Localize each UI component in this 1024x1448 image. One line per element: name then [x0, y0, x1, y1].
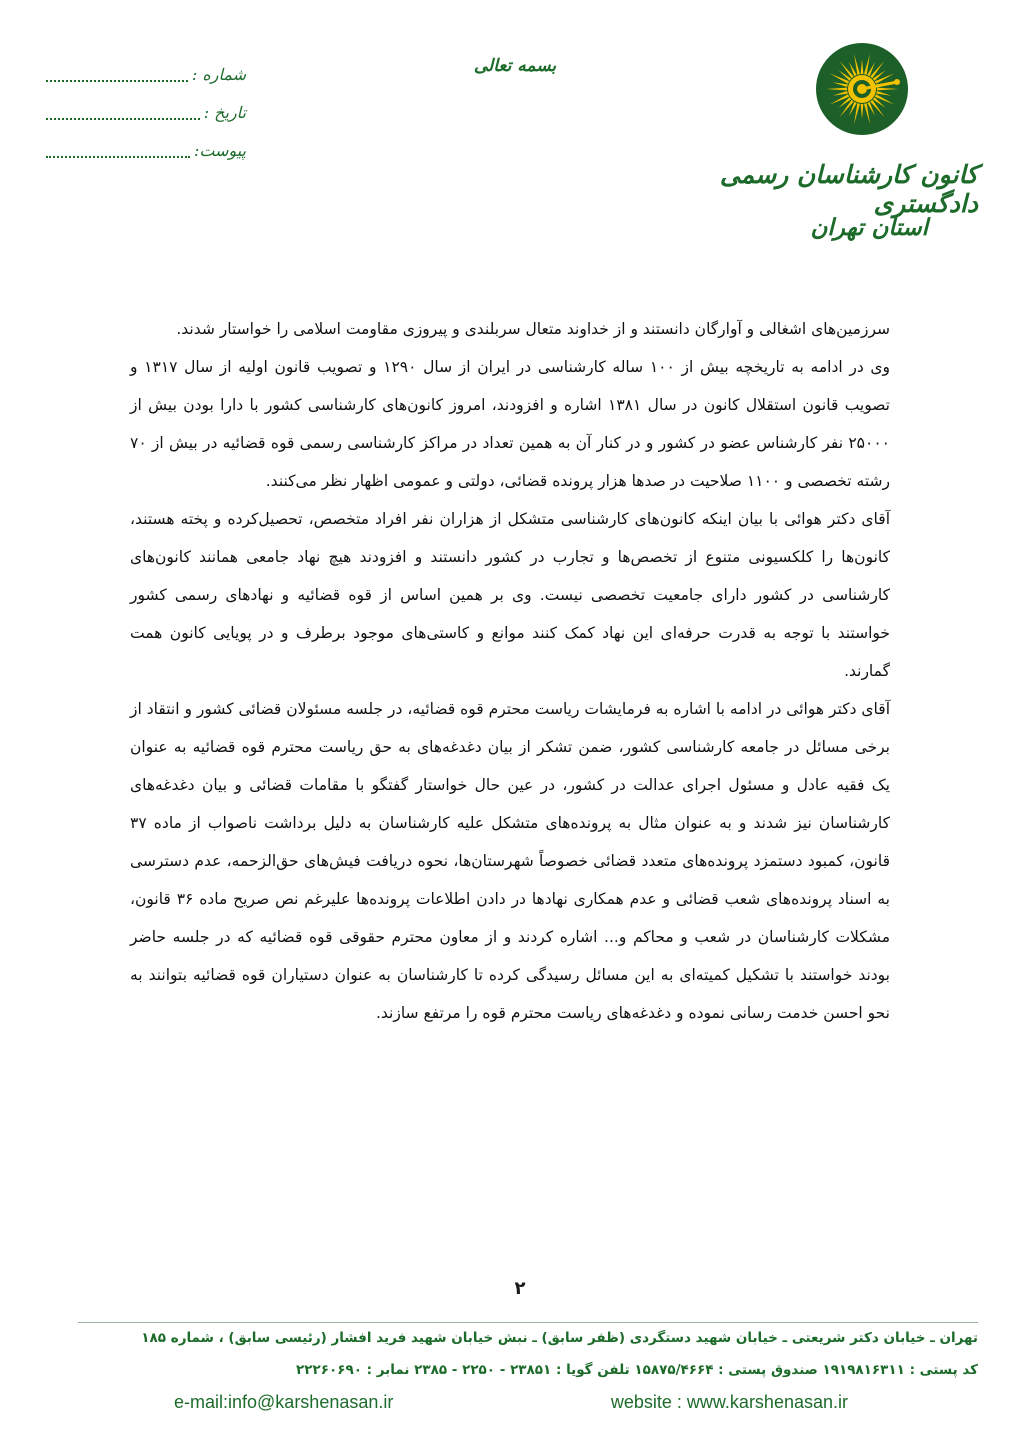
number-dotted-line [46, 66, 188, 82]
date-field [46, 98, 246, 122]
page-number: ۲ [514, 1278, 526, 1299]
date-label: تاریخ : [203, 103, 246, 122]
footer-email[interactable]: e-mail:info@karshenasan.ir [174, 1392, 394, 1412]
paragraph: آقای دکتر هوائی در ادامه با اشاره به فرمایشات ریاست محترم قوه قضائیه، در جلسه مسئولان قضائی کشور و انتقاد از برخی مسائل در جامعه کارشناسی کشور، ضمن تشکر از بیان دغدغه‌های به حق ریاست محترم قوه قضائیه به عنوان یک فقیه عادل و مسئول اجرای عدالت در کشور، در عین حال خواستار گفتگو با مقامات قضائی و بیان دغدغه‌های کارشناسان نیز شدند و به عنوان مثال به پرونده‌های متشکل علیه کارشناسان به دلیل برداشت ناصواب از ماده ۳۷ قانون، کمبود دستمزد پرونده‌های متعدد قضائی خصوصاً شهرستان‌ها، نحوه دریافت فیش‌های حق‌الزحمه، عدم دسترسی به اسناد پرونده‌های شعب قضائی و عدم همکاری نهادها در دادن اطلاعات پرونده‌ها علیرغم نص صریح ماده ۳۶ قانون، مشکلات کارشناسان در شعب و محاکم و... اشاره کردند و از معاون محترم حقوقی قوه قضائیه که در جلسه حاضر بودند خواستند با تشکیل کمیته‌ای به این مسائل رسیدگی کرده تا کارشناسان به عنوان دستیاران قوه قضائیه بتوانند به نحو احسن خدمت رسانی نموده و دغدغه‌های ریاست محترم قوه را مرتفع سازند. [130, 700, 890, 1022]
footer-divider [78, 1322, 978, 1323]
bismillah-heading: بسمه تعالی [473, 56, 557, 76]
attachment-label: پیوست: [193, 141, 246, 160]
paragraph: سرزمین‌های اشغالی و آوارگان دانستند و از خداوند متعال سربلندی و پیروزی مقاومت اسلامی را خواستار شدند. [176, 320, 890, 338]
organization-name: کانون کارشناسان رسمی دادگستری [719, 160, 978, 218]
footer-contact-numbers: کد پستی : ۱۹۱۹۸۱۶۳۱۱ صندوق پستی : ۱۵۸۷۵/۴۶۶۴ تلفن گویا : ۲۳۸۵۱ - ۲۲۵۰ - ۲۳۸۵ نمابر : ۲۲۲۶۰۶۹۰ [296, 1362, 978, 1378]
number-label: شماره : [191, 65, 246, 84]
attachment-field [46, 136, 246, 160]
paragraph: وی در ادامه به تاریخچه بیش از ۱۰۰ ساله کارشناسی در ایران از سال ۱۲۹۰ و تصویب قانون اولیه از سال ۱۳۱۷ و تصویب قانون استقلال کانون در سال ۱۳۸۱ اشاره و افزودند، امروز کانون‌های کارشناسی کشور با دارا بودن بیش از ۲۵۰۰۰ نفر کارشناس عضو در کشور و در کنار آن به همین تعداد در مراکز کارشناسی رسمی قوه قضائیه در بیش از ۷۰ رشته تخصصی و ۱۱۰۰ صلاحیت در صدها هزار پرونده قضائی، دولتی و عمومی اظهار نظر می‌کنند. [130, 358, 891, 490]
number-field [46, 60, 246, 84]
letter-body [130, 310, 890, 1032]
footer-web-contacts [78, 1392, 978, 1418]
attachment-dotted-line [46, 142, 190, 158]
paragraph: آقای دکتر هوائی با بیان اینکه کانون‌های کارشناسی متشکل از هزاران نفر افراد متخصص، تحصیل‌کرده و پخته هستند، کانون‌ها را کلکسیونی متنوع از تخصص‌ها و تجارب در کشور دانستند و افزودند هیچ نهاد جامعی همانند کانون‌های کارشناسی در کشور دارای جامعیت تخصصی نیست. وی بر همین اساس از قوه قضائیه و نهادهای رسمی کشور خواستند با توجه به قدرت حرفه‌ای این نهاد کمک کنند موانع و کاستی‌های موجود برطرف و در پویایی کانون همت گمارند. [130, 510, 890, 680]
organization-province: استان تهران [810, 214, 928, 241]
sun-emblem-icon [815, 42, 909, 136]
footer-website[interactable]: website : www.karshenasan.ir [610, 1392, 848, 1412]
date-dotted-line [46, 104, 200, 120]
footer-address: تهران ـ خیابان دکتر شریعتی ـ خیابان شهید دستگردی (ظفر سابق) ـ نبش خیابان شهید فرید افشار (رئیسی سابق) ، شماره ۱۸۵ [141, 1330, 978, 1346]
organization-logo [815, 42, 909, 136]
